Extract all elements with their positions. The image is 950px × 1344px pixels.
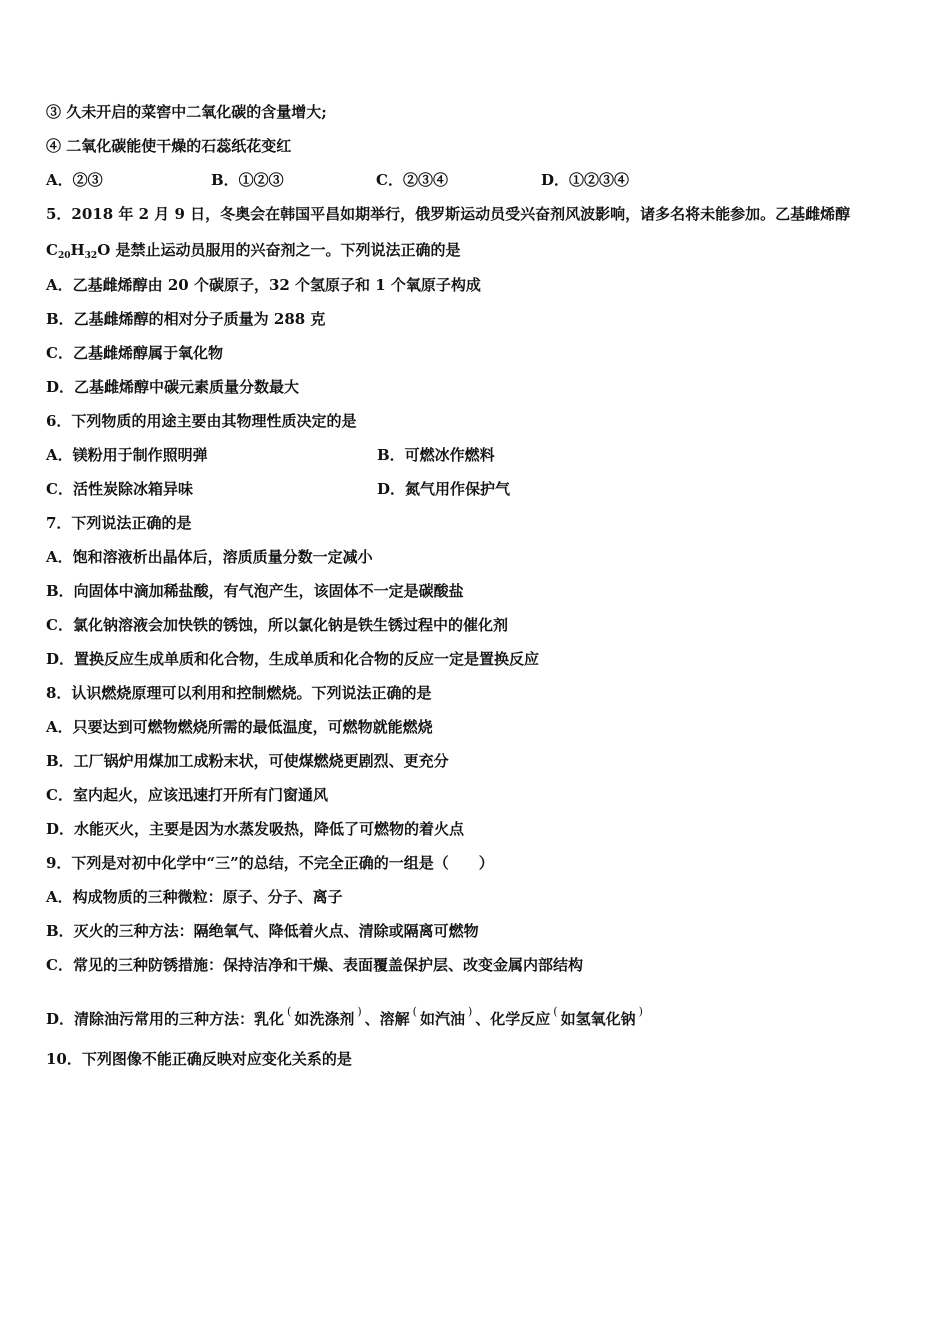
- q4-statement-3: ③ 久未开启的菜窖中二氧化碳的含量增大;: [46, 103, 327, 121]
- right-paren: ): [357, 1005, 362, 1018]
- q9-d-example-2: 如汽油: [419, 1010, 465, 1028]
- q4-option-c[interactable]: C．②③④: [376, 171, 448, 189]
- q7-option-b[interactable]: B．向固体中滴加稀盐酸，有气泡产生，该固体不一定是碳酸盐: [46, 582, 464, 600]
- q4-option-d[interactable]: D．①②③④: [541, 171, 630, 189]
- q9-stem: 9．下列是对初中化学中“三”的总结，不完全正确的一组是（ ）: [46, 854, 494, 872]
- q8-stem: 8．认识燃烧原理可以利用和控制燃烧。下列说法正确的是: [46, 684, 432, 702]
- q6-option-d[interactable]: D．氮气用作保护气: [377, 480, 511, 498]
- q9-d-example-3: 如氢氧化钠: [560, 1010, 636, 1028]
- q6-option-c[interactable]: C．活性炭除冰箱异味: [46, 480, 193, 498]
- q5-stem-line2: [46, 240, 461, 260]
- q7-option-a[interactable]: A．饱和溶液析出晶体后，溶质质量分数一定减小: [46, 548, 373, 566]
- q5-option-c[interactable]: C．乙基雌烯醇属于氧化物: [46, 344, 223, 362]
- formula-h: H: [70, 241, 85, 259]
- q8-option-c[interactable]: C．室内起火，应该迅速打开所有门窗通风: [46, 786, 328, 804]
- q5-stem-text: 是禁止运动员服用的兴奋剂之一。下列说法正确的是: [110, 241, 461, 259]
- q8-option-a[interactable]: A．只要达到可燃物燃烧所需的最低温度，可燃物就能燃烧: [46, 718, 433, 736]
- right-paren: ): [638, 1005, 643, 1018]
- q9-d-text-2: 、溶解: [364, 1010, 410, 1028]
- q8-option-d[interactable]: D．水能灭火，主要是因为水蒸发吸热，降低了可燃物的着火点: [46, 820, 465, 838]
- left-paren: (: [412, 1005, 417, 1018]
- q10-stem: 10．下列图像不能正确反映对应变化关系的是: [46, 1050, 352, 1068]
- left-paren: (: [553, 1005, 558, 1018]
- q4-statement-4: ④ 二氧化碳能使干燥的石蕊纸花变红: [46, 137, 292, 155]
- q5-option-b[interactable]: B．乙基雌烯醇的相对分子质量为 288 克: [46, 310, 326, 328]
- q9-d-example-1: 如洗涤剂: [294, 1010, 355, 1028]
- q9-d-text-3: 、化学反应: [475, 1010, 551, 1028]
- q7-option-d[interactable]: D．置换反应生成单质和化合物，生成单质和化合物的反应一定是置换反应: [46, 650, 540, 668]
- q6-option-b[interactable]: B．可燃冰作燃料: [377, 446, 495, 464]
- formula-h-subscript: 32: [84, 251, 98, 261]
- q7-option-c[interactable]: C．氯化钠溶液会加快铁的锈蚀，所以氯化钠是铁生锈过程中的催化剂: [46, 616, 508, 634]
- q7-stem: 7．下列说法正确的是: [46, 514, 192, 532]
- left-paren: (: [287, 1005, 292, 1018]
- q9-option-b[interactable]: B．灭火的三种方法：隔绝氧气、降低着火点、清除或隔离可燃物: [46, 922, 479, 940]
- formula-c: C: [46, 241, 58, 259]
- right-paren: ): [467, 1005, 473, 1018]
- q9-option-a[interactable]: A．构成物质的三种微粒：原子、分子、离子: [46, 888, 343, 906]
- q9-d-text-1: D．清除油污常用的三种方法：乳化: [46, 1010, 285, 1028]
- q5-option-a[interactable]: A．乙基雌烯醇由 20 个碳原子，32 个氢原子和 1 个氧原子构成: [46, 276, 481, 294]
- q5-stem-line1: 5．2018 年 2 月 9 日，冬奥会在韩国平昌如期举行，俄罗斯运动员受兴奋剂风波影响，诸多名将未能参加。乙基雌烯醇: [46, 205, 851, 223]
- formula-o: O: [97, 241, 111, 259]
- q4-option-b[interactable]: B．①②③: [211, 171, 284, 189]
- q6-option-a[interactable]: A．镁粉用于制作照明弹: [46, 446, 208, 464]
- q4-option-a[interactable]: A．②③: [46, 171, 103, 189]
- formula-c-subscript: 20: [57, 251, 71, 261]
- q6-stem: 6．下列物质的用途主要由其物理性质决定的是: [46, 412, 357, 430]
- q5-option-d[interactable]: D．乙基雌烯醇中碳元素质量分数最大: [46, 378, 300, 396]
- q9-option-c[interactable]: C．常见的三种防锈措施：保持洁净和干燥、表面覆盖保护层、改变金属内部结构: [46, 956, 583, 974]
- q4-options: [46, 170, 706, 190]
- q9-option-d[interactable]: [46, 1002, 646, 1029]
- q8-option-b[interactable]: B．工厂锅炉用煤加工成粉末状，可使煤燃烧更剧烈、更充分: [46, 752, 449, 770]
